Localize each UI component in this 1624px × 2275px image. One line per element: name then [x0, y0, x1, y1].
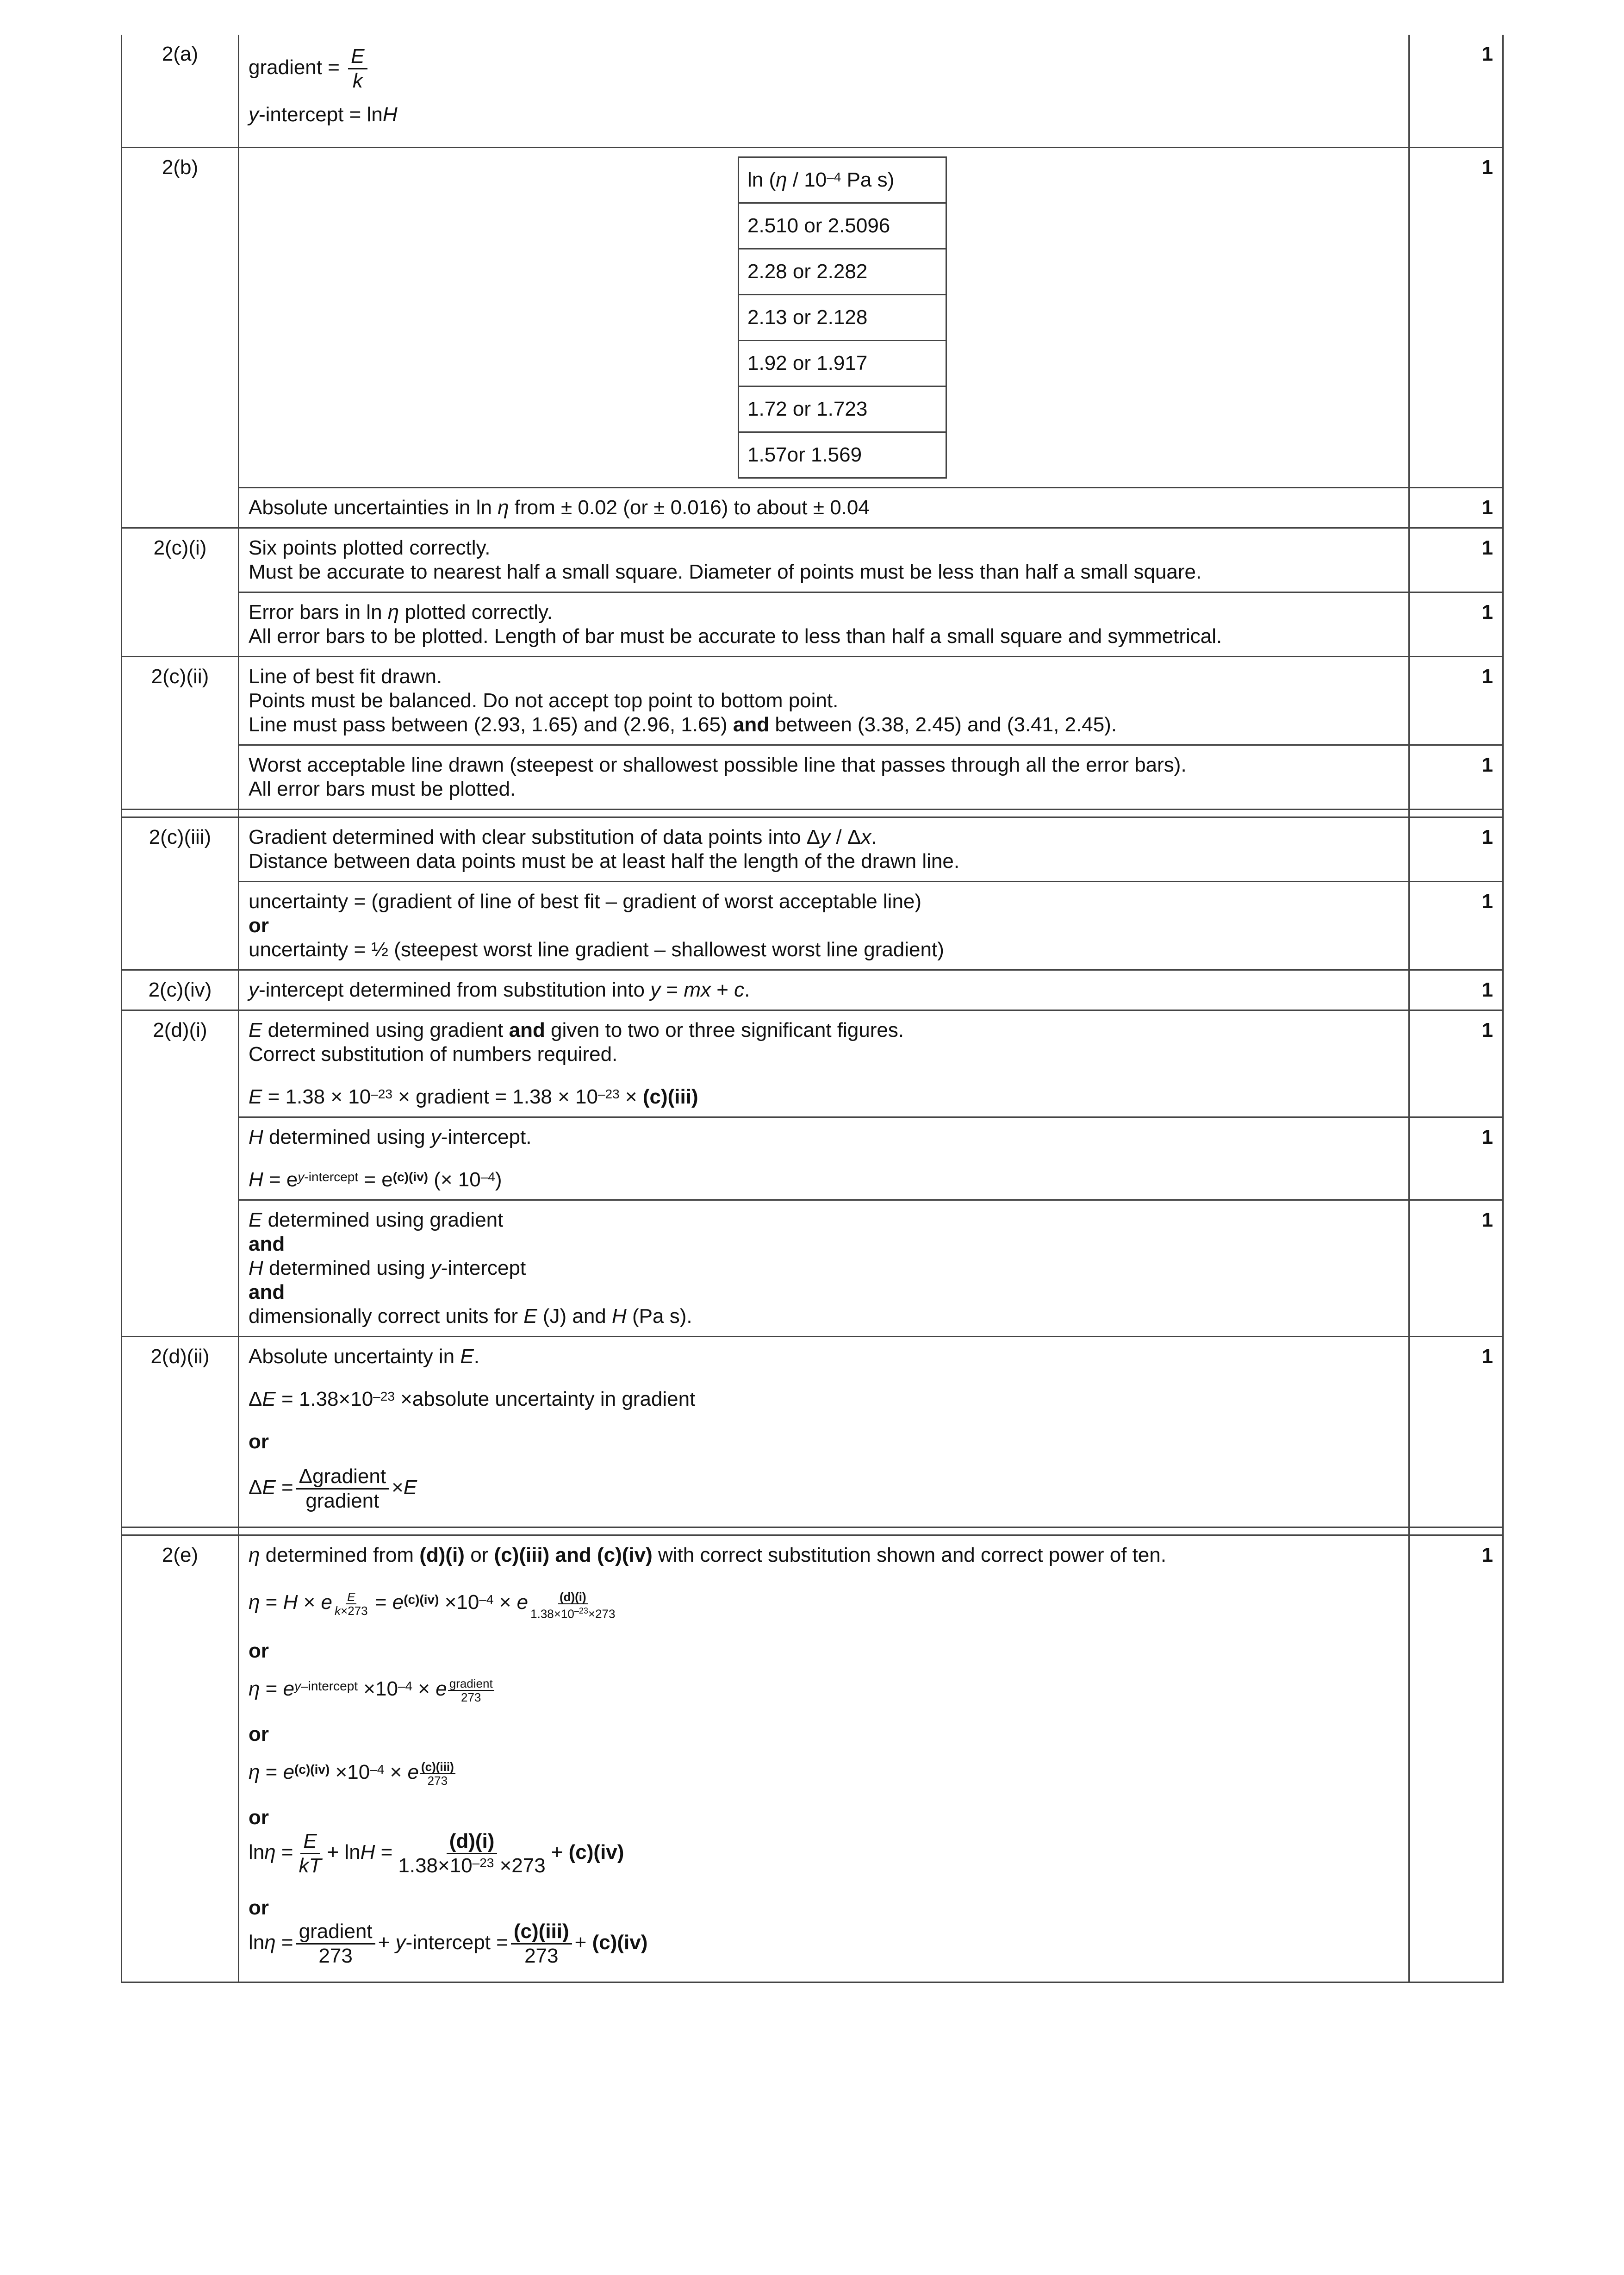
or-label: or: [249, 1430, 269, 1453]
mark: 1: [1409, 1200, 1503, 1337]
mark: 1: [1409, 1117, 1503, 1200]
answer-line: or: [249, 914, 269, 937]
question-number: 2(c)(iii): [122, 817, 239, 882]
answer-line: Line must pass between (2.93, 1.65) and (2.96, 1.65) and between (3.38, 2.45) and (3.41, 2.45).: [249, 713, 1117, 736]
answer-line: η determined from (d)(i) or (c)(iii) and (c)(iv) with correct substitution shown and correct power of ten.: [249, 1544, 1167, 1566]
answer-cell: [239, 1535, 1409, 1982]
question-number: 2(d)(ii): [122, 1337, 239, 1527]
mark: 1: [1409, 488, 1503, 528]
mark: 1: [1409, 745, 1503, 810]
answer-line: Six points plotted correctly.: [249, 536, 491, 559]
row-2di-H: [122, 1117, 1503, 1200]
equation: $\eta = e^{(c)(iv)} \times 10^{-4} \times e$ (c)(iii) 273: [249, 1760, 1399, 1787]
answer-line: H determined using y-intercept.: [249, 1126, 532, 1148]
answer-line: All error bars must be plotted.: [249, 778, 516, 800]
section-divider: [122, 810, 1503, 817]
answer-cell: [239, 882, 1409, 970]
answer-line: Must be accurate to nearest half a small square. Diameter of points must be less than half a small square.: [249, 561, 1202, 583]
mark: 1: [1409, 528, 1503, 592]
mark-scheme: [121, 35, 1504, 1983]
answer-line: Absolute uncertainty in E.: [249, 1345, 479, 1368]
equation: $H = e^{y-intercept} = e^{(c)(iv)}$ (× $10^{-4}$): [249, 1168, 502, 1191]
equation: ΔE = $\frac{\text{Δgradient}}{\text{gradient}}$ ×E: [249, 1465, 417, 1512]
mark: 1: [1409, 657, 1503, 745]
equation: $\eta = e^{y-intercept} \times 10^{-4} \times e$ gradient 273: [249, 1677, 1399, 1704]
row-2b: [122, 148, 1503, 488]
mark: 1: [1409, 1010, 1503, 1117]
row-2di-units: [122, 1200, 1503, 1337]
mark: 1: [1409, 1337, 1503, 1527]
mark: 1: [1409, 592, 1503, 657]
row-2cii-worst: [122, 745, 1503, 810]
fraction-denominator: k: [352, 69, 363, 92]
question-number: 2(d)(i): [122, 1010, 239, 1117]
mark: 1: [1409, 817, 1503, 882]
answer-cell: [239, 745, 1409, 810]
equation: $\Delta E = 1.38\times 10^{-23}$ ×absolute uncertainty in gradient: [249, 1388, 696, 1410]
or-label: or: [249, 1896, 269, 1919]
row-2ci-errorbars: [122, 592, 1503, 657]
answer-line: E determined using gradient and given to two or three significant figures.: [249, 1019, 904, 1041]
ln-eta-header: $\ln (\eta / 10^{-4}$ Pa s): [739, 157, 946, 203]
row-2ciii: [122, 817, 1503, 882]
row-2di: [122, 1010, 1503, 1117]
answer-line: Error bars in ln η plotted correctly.: [249, 601, 553, 623]
row-2dii: [122, 1337, 1503, 1527]
row-2civ: [122, 970, 1503, 1010]
or-label: or: [249, 1806, 269, 1829]
intercept-text: y-intercept = lnH: [249, 103, 398, 126]
answer-line: Worst acceptable line drawn (steepest or shallowest possible line that passes through all the error bars).: [249, 754, 1187, 776]
question-number: 2(c)(iv): [122, 970, 239, 1010]
mark: 1: [1409, 1535, 1503, 1982]
answer-line: uncertainty = (gradient of line of best fit – gradient of worst acceptable line): [249, 890, 922, 913]
answer-cell: [239, 528, 1409, 592]
answer-line: uncertainty = ½ (steepest worst line gradient – shallowest worst line gradient): [249, 938, 944, 961]
row-2ciii-uncertainty: [122, 882, 1503, 970]
mark-scheme-table: [121, 35, 1504, 1983]
equation: η = H × e $\frac{E}{k\times 273}$ = $e^{(c)(iv)} \times 10^{-4} \times e$ $\frac{(d)(i)}{1.38\times 10^{-23}\times 273}$: [249, 1590, 616, 1621]
equation: lnη = $\frac{E}{kT}$ + lnH = $\frac{(d)(i)}{1.38\times 10^{-23} \times 273}$ + (c)(iv): [249, 1829, 624, 1877]
section-divider: [122, 1527, 1503, 1535]
answer-line: Points must be balanced. Do not accept top point to bottom point.: [249, 689, 839, 712]
row-2ci: [122, 528, 1503, 592]
answer-cell: [239, 1337, 1409, 1527]
question-number: 2(b): [122, 148, 239, 488]
mark: 1: [1409, 882, 1503, 970]
answer-cell: [239, 1200, 1409, 1337]
ln-eta-value: 1.92 or 1.917: [739, 341, 946, 386]
ln-eta-value: 2.13 or 2.128: [739, 295, 946, 341]
ln-eta-value: 2.28 or 2.282: [739, 249, 946, 295]
question-number: 2(c)(i): [122, 528, 239, 592]
answer-line: Gradient determined with clear substitution of data points into Δy / Δx.: [249, 826, 877, 848]
or-label: or: [249, 1722, 269, 1745]
answer-cell: [239, 148, 1409, 488]
equation: lnη = $\frac{\text{gradient}}{273}$ + y-intercept = $\frac{\text{(c)(iii)}}{273}$ + (c)(iv): [249, 1920, 648, 1967]
answer-line: and: [249, 1233, 285, 1255]
answer-cell: [239, 1010, 1409, 1117]
equation: $E = 1.38 \times 10^{-23}$ × gradient = $1.38 \times 10^{-23} \times (c)(iii)$: [249, 1085, 698, 1108]
answer-line: and: [249, 1281, 285, 1303]
answer-cell: [239, 592, 1409, 657]
fraction-numerator: E: [348, 45, 367, 69]
answer-line: Distance between data points must be at least half the length of the drawn line.: [249, 850, 960, 873]
question-number: 2(a): [122, 35, 239, 148]
row-2e: [122, 1535, 1503, 1982]
answer-cell: y-intercept determined from substitution into y = mx + c.: [239, 970, 1409, 1010]
gradient-label: gradient =: [249, 56, 340, 79]
answer-cell: [239, 657, 1409, 745]
ln-eta-table: [738, 156, 947, 479]
row-2cii: [122, 657, 1503, 745]
answer-cell: Absolute uncertainties in ln η from ± 0.02 (or ± 0.016) to about ± 0.04: [239, 488, 1409, 528]
mark: 1: [1409, 148, 1503, 488]
or-label: or: [249, 1639, 269, 1662]
answer-line: Correct substitution of numbers required.: [249, 1043, 618, 1066]
question-number: 2(c)(ii): [122, 657, 239, 745]
ln-eta-value: 1.57or 1.569: [739, 432, 946, 478]
ln-eta-value: 1.72 or 1.723: [739, 386, 946, 432]
mark: 1: [1409, 35, 1503, 148]
answer-cell: [239, 817, 1409, 882]
ln-eta-value: 2.510 or 2.5096: [739, 203, 946, 249]
answer-line: H determined using y-intercept: [249, 1257, 526, 1279]
answer-cell: [239, 1117, 1409, 1200]
answer-line: All error bars to be plotted. Length of bar must be accurate to less than half a small square and symmetrical.: [249, 625, 1222, 648]
answer-line: E determined using gradient: [249, 1209, 504, 1231]
row-2a: [122, 35, 1503, 148]
mark: 1: [1409, 970, 1503, 1010]
question-number: 2(e): [122, 1535, 239, 1982]
answer-line: Line of best fit drawn.: [249, 665, 442, 688]
answer-cell: [239, 35, 1409, 148]
answer-line: dimensionally correct units for E (J) and H (Pa s).: [249, 1305, 692, 1328]
row-2b-uncertainty: [122, 488, 1503, 528]
